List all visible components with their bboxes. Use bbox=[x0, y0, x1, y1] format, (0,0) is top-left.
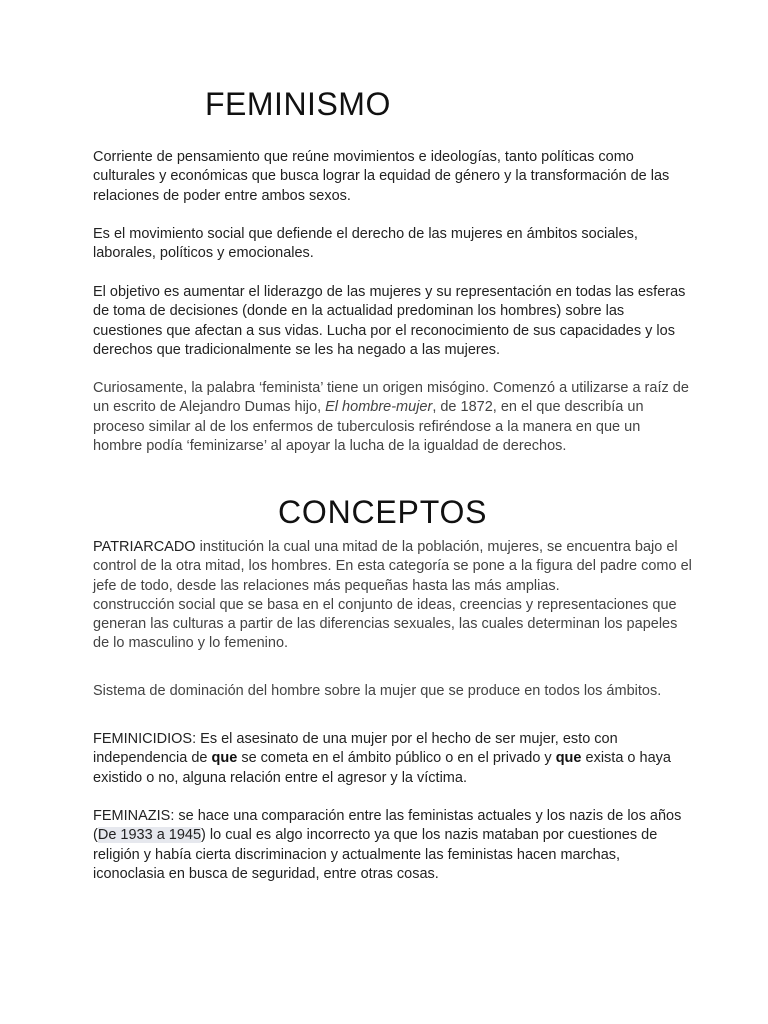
feminicidios-bold-2: que bbox=[555, 750, 582, 767]
p4-text-b: , de 1872, en el que describía un proceso similar al de los enfermos de tuberculosis refiréndose a la manera en que un hombre podía ‘feminizarse’ al apoyar la lucha de la igualdad de derechos. bbox=[93, 399, 644, 454]
feminicidios-text-c: se cometa en el ámbito público o en el privado y bbox=[237, 750, 556, 767]
document-title: FEMINISMO bbox=[205, 86, 391, 122]
feminazis-text-b: ) lo cual es algo incorrecto ya que los nazis mataban por cuestiones de religión y había cierta discriminacion y actualmente las feministas hacen marchas, iconoclasia en busca de seguridad, entre otras cosas. bbox=[93, 827, 658, 882]
feminicidios-bold-1: que bbox=[211, 750, 238, 767]
feminicidios-definition bbox=[93, 730, 693, 788]
intro-paragraph-2: Es el movimiento social que defiende el derecho de las mujeres en ámbitos sociales, laborales, políticos y emocionales. bbox=[93, 226, 638, 262]
feminicidios-text-d: exista o haya existido o no, alguna relación entre el agresor y la víctima. bbox=[93, 750, 671, 786]
feminicidios-text-a: FEMINICIDIOS: Es el asesinato de una mujer por el hecho de ser mujer, esto con independencia de bbox=[93, 731, 618, 767]
feminazis-date-highlight: De 1933 a 1945 bbox=[97, 827, 202, 844]
patriarcado-definition bbox=[93, 538, 693, 654]
patriarcado-def-2: construcción social que se basa en el conjunto de ideas, creencias y representaciones que generan las culturas a partir de las diferencias sexuales, las cuales determinan los papeles de lo masculino y lo femenino. bbox=[93, 596, 678, 652]
p4-text-a: Curiosamente, la palabra ‘feminista’ tiene un origen misógino. Comenzó a utilizarse a raíz de un escrito de Alejandro Dumas hijo, bbox=[93, 380, 689, 416]
intro-paragraph-3: El objetivo es aumentar el liderazgo de las mujeres y su representación en todas las esferas de toma de decisiones (donde en la actualidad predominan los hombres) sobre las cuestiones que afectan a sus vidas. Lucha por el reconocimiento de sus capacidades y los derechos que tradicionalmente se les ha negado a las mujeres. bbox=[93, 284, 686, 358]
patriarcado-def-1: institución la cual una mitad de la población, mujeres, se encuentra bajo el control de la otra mitad, los hombres. En esta categoría se pone a la figura del padre como el jefe de todo, desde las relaciones más pequeñas hasta las más amplias. bbox=[93, 539, 692, 594]
intro-paragraph-1: Corriente de pensamiento que reúne movimientos e ideologías, tanto políticas como culturales y económicas que busca lograr la equidad de género y la transformación de las relaciones de poder entre ambos sexos. bbox=[93, 149, 670, 204]
patriarcado-term: PATRIARCADO bbox=[93, 539, 196, 555]
intro-paragraph-4 bbox=[93, 379, 693, 456]
patriarcado-def-3: Sistema de dominación del hombre sobre la mujer que se produce en todos los ámbitos. bbox=[93, 683, 662, 699]
feminazis-definition bbox=[93, 807, 693, 884]
feminazis-text-a: FEMINAZIS: se hace una comparación entre las feministas actuales y los nazis de los años ( bbox=[93, 808, 682, 844]
p4-book-title: El hombre-mujer bbox=[325, 399, 433, 416]
concepts-heading: CONCEPTOS bbox=[278, 494, 488, 530]
